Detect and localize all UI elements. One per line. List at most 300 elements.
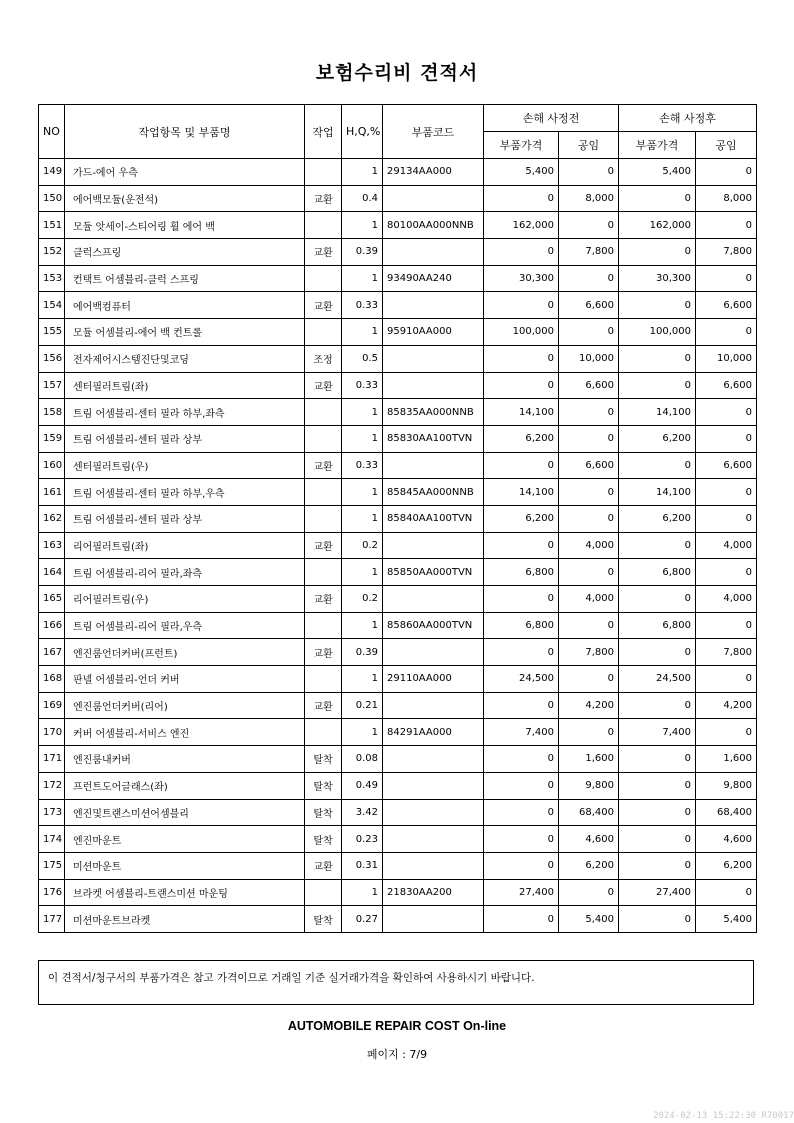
row-no: 151	[39, 212, 65, 239]
item-name: 트림 어셈블리-센터 필라 상부	[65, 425, 305, 452]
row-no: 156	[39, 345, 65, 372]
after-labor: 7,800	[696, 639, 757, 666]
hq-value: 0.33	[342, 372, 383, 399]
table-row	[39, 345, 757, 372]
after-labor: 0	[696, 559, 757, 586]
after-part-price: 0	[619, 292, 696, 319]
after-part-price: 6,200	[619, 425, 696, 452]
work-type: 탈착	[305, 906, 342, 933]
after-part-price: 0	[619, 746, 696, 773]
before-labor: 0	[559, 666, 619, 693]
item-name: 트림 어셈블리-센터 필라 하부,우측	[65, 479, 305, 506]
after-part-price: 0	[619, 852, 696, 879]
before-labor: 0	[559, 719, 619, 746]
hq-value: 1	[342, 319, 383, 346]
before-labor: 6,200	[559, 852, 619, 879]
part-code	[383, 826, 484, 853]
before-labor: 5,400	[559, 906, 619, 933]
item-name: 엔진룸언더커버(프런트)	[65, 639, 305, 666]
table-row	[39, 559, 757, 586]
item-name: 판넬 어셈블리-언더 커버	[65, 666, 305, 693]
row-no: 170	[39, 719, 65, 746]
before-labor: 9,800	[559, 772, 619, 799]
hq-value: 0.08	[342, 746, 383, 773]
before-part-price: 0	[484, 799, 559, 826]
table-row	[39, 639, 757, 666]
part-code	[383, 586, 484, 613]
part-code	[383, 292, 484, 319]
item-name: 에어백모듈(운전석)	[65, 185, 305, 212]
after-part-price: 6,200	[619, 505, 696, 532]
after-labor: 4,200	[696, 692, 757, 719]
row-no: 163	[39, 532, 65, 559]
hq-value: 1	[342, 666, 383, 693]
table-row	[39, 532, 757, 559]
after-part-price: 0	[619, 826, 696, 853]
after-labor: 0	[696, 479, 757, 506]
work-type	[305, 719, 342, 746]
hq-value: 0.33	[342, 292, 383, 319]
before-labor: 68,400	[559, 799, 619, 826]
before-part-price: 0	[484, 586, 559, 613]
hq-value: 1	[342, 479, 383, 506]
before-labor: 0	[559, 479, 619, 506]
before-labor: 6,600	[559, 292, 619, 319]
after-labor: 0	[696, 612, 757, 639]
item-name: 엔진및트랜스미션어셈블리	[65, 799, 305, 826]
part-code: 21830AA200	[383, 879, 484, 906]
header-before-labor: 공임	[559, 132, 619, 159]
table-header	[39, 105, 757, 159]
after-labor: 4,000	[696, 586, 757, 613]
item-name: 미션마운트	[65, 852, 305, 879]
after-labor: 6,600	[696, 292, 757, 319]
hq-value: 1	[342, 265, 383, 292]
header-hq: H,Q,%	[342, 105, 383, 159]
item-name: 트림 어셈블리-센터 필라 하부,좌측	[65, 399, 305, 426]
before-labor: 0	[559, 559, 619, 586]
before-part-price: 0	[484, 852, 559, 879]
before-labor: 0	[559, 319, 619, 346]
item-name: 엔진룸내커버	[65, 746, 305, 773]
after-labor: 1,600	[696, 746, 757, 773]
table-row	[39, 452, 757, 479]
after-labor: 0	[696, 719, 757, 746]
header-code: 부품코드	[383, 105, 484, 159]
row-no: 164	[39, 559, 65, 586]
after-labor: 0	[696, 425, 757, 452]
after-labor: 0	[696, 399, 757, 426]
part-code: 85845AA000NNB	[383, 479, 484, 506]
row-no: 173	[39, 799, 65, 826]
before-labor: 7,800	[559, 639, 619, 666]
after-labor: 9,800	[696, 772, 757, 799]
before-part-price: 0	[484, 239, 559, 266]
work-type	[305, 879, 342, 906]
item-name: 브라켓 어셈블리-트랜스미션 마운팅	[65, 879, 305, 906]
before-part-price: 30,300	[484, 265, 559, 292]
hq-value: 1	[342, 719, 383, 746]
row-no: 162	[39, 505, 65, 532]
work-type	[305, 319, 342, 346]
before-labor: 0	[559, 425, 619, 452]
item-name: 엔진룸언더커버(리어)	[65, 692, 305, 719]
after-labor: 68,400	[696, 799, 757, 826]
hq-value: 0.2	[342, 586, 383, 613]
item-name: 리어필러트림(우)	[65, 586, 305, 613]
part-code	[383, 772, 484, 799]
table-row	[39, 666, 757, 693]
after-labor: 4,600	[696, 826, 757, 853]
after-labor: 0	[696, 159, 757, 186]
part-code	[383, 532, 484, 559]
row-no: 157	[39, 372, 65, 399]
part-code	[383, 906, 484, 933]
work-type: 탈착	[305, 772, 342, 799]
table-row	[39, 772, 757, 799]
after-labor: 0	[696, 505, 757, 532]
part-code: 29110AA000	[383, 666, 484, 693]
hq-value: 0.2	[342, 532, 383, 559]
item-name: 리어필러트림(좌)	[65, 532, 305, 559]
row-no: 175	[39, 852, 65, 879]
part-code	[383, 345, 484, 372]
after-part-price: 100,000	[619, 319, 696, 346]
after-part-price: 0	[619, 772, 696, 799]
after-labor: 7,800	[696, 239, 757, 266]
part-code: 85835AA000NNB	[383, 399, 484, 426]
part-code: 85840AA100TVN	[383, 505, 484, 532]
after-part-price: 0	[619, 345, 696, 372]
work-type	[305, 399, 342, 426]
part-code: 84291AA000	[383, 719, 484, 746]
before-part-price: 6,200	[484, 425, 559, 452]
work-type	[305, 666, 342, 693]
table-row	[39, 159, 757, 186]
before-labor: 4,600	[559, 826, 619, 853]
before-part-price: 0	[484, 906, 559, 933]
after-part-price: 162,000	[619, 212, 696, 239]
part-code: 85850AA000TVN	[383, 559, 484, 586]
hq-value: 0.31	[342, 852, 383, 879]
part-code: 85860AA000TVN	[383, 612, 484, 639]
before-part-price: 100,000	[484, 319, 559, 346]
before-labor: 4,200	[559, 692, 619, 719]
row-no: 155	[39, 319, 65, 346]
item-name: 커버 어셈블리-서비스 엔진	[65, 719, 305, 746]
after-part-price: 0	[619, 372, 696, 399]
after-labor: 5,400	[696, 906, 757, 933]
after-part-price: 7,400	[619, 719, 696, 746]
row-no: 152	[39, 239, 65, 266]
table-row	[39, 746, 757, 773]
before-part-price: 0	[484, 185, 559, 212]
before-part-price: 0	[484, 452, 559, 479]
row-no: 158	[39, 399, 65, 426]
after-part-price: 0	[619, 239, 696, 266]
after-part-price: 14,100	[619, 479, 696, 506]
table-row	[39, 586, 757, 613]
part-code	[383, 452, 484, 479]
header-work: 작업	[305, 105, 342, 159]
before-part-price: 0	[484, 746, 559, 773]
part-code: 95910AA000	[383, 319, 484, 346]
work-type	[305, 479, 342, 506]
hq-value: 1	[342, 399, 383, 426]
table-row	[39, 239, 757, 266]
part-code: 85830AA100TVN	[383, 425, 484, 452]
before-labor: 7,800	[559, 239, 619, 266]
before-labor: 4,000	[559, 532, 619, 559]
before-labor: 0	[559, 212, 619, 239]
item-name: 클럭스프링	[65, 239, 305, 266]
before-labor: 4,000	[559, 586, 619, 613]
before-labor: 0	[559, 505, 619, 532]
hq-value: 3.42	[342, 799, 383, 826]
before-part-price: 14,100	[484, 479, 559, 506]
hq-value: 0.5	[342, 345, 383, 372]
before-part-price: 0	[484, 532, 559, 559]
table-row	[39, 292, 757, 319]
hq-value: 1	[342, 879, 383, 906]
before-labor: 0	[559, 159, 619, 186]
table-row	[39, 372, 757, 399]
header-after-labor: 공임	[696, 132, 757, 159]
row-no: 153	[39, 265, 65, 292]
work-type: 교환	[305, 452, 342, 479]
header-no: NO	[39, 105, 65, 159]
before-part-price: 24,500	[484, 666, 559, 693]
row-no: 167	[39, 639, 65, 666]
table-row	[39, 185, 757, 212]
price-notice: 이 견적서/청구서의 부품가격은 참고 가격이므로 거래일 기준 실거래가격을 확인하여 사용하시기 바랍니다.	[38, 960, 754, 1005]
after-part-price: 0	[619, 185, 696, 212]
document-title: 보험수리비 견적서	[315, 62, 479, 84]
table-row	[39, 826, 757, 853]
header-before: 손해 사정전	[484, 105, 619, 132]
row-no: 154	[39, 292, 65, 319]
work-type: 탈착	[305, 746, 342, 773]
item-name: 센터필러트림(우)	[65, 452, 305, 479]
after-labor: 6,600	[696, 452, 757, 479]
after-part-price: 5,400	[619, 159, 696, 186]
table-body	[39, 159, 757, 933]
before-labor: 0	[559, 399, 619, 426]
work-type	[305, 505, 342, 532]
after-part-price: 0	[619, 692, 696, 719]
part-code	[383, 639, 484, 666]
before-part-price: 5,400	[484, 159, 559, 186]
before-part-price: 6,200	[484, 505, 559, 532]
work-type	[305, 265, 342, 292]
hq-value: 1	[342, 425, 383, 452]
work-type: 교환	[305, 692, 342, 719]
item-name: 에어백컴퓨터	[65, 292, 305, 319]
before-part-price: 0	[484, 692, 559, 719]
hq-value: 0.39	[342, 239, 383, 266]
table-row	[39, 265, 757, 292]
before-labor: 0	[559, 879, 619, 906]
part-code: 80100AA000NNB	[383, 212, 484, 239]
before-part-price: 6,800	[484, 612, 559, 639]
row-no: 169	[39, 692, 65, 719]
hq-value: 0.21	[342, 692, 383, 719]
after-labor: 0	[696, 879, 757, 906]
row-no: 159	[39, 425, 65, 452]
part-code: 29134AA000	[383, 159, 484, 186]
work-type	[305, 612, 342, 639]
item-name: 트림 어셈블리-리어 필라,우측	[65, 612, 305, 639]
before-labor: 0	[559, 265, 619, 292]
before-part-price: 7,400	[484, 719, 559, 746]
hq-value: 0.49	[342, 772, 383, 799]
table-row	[39, 906, 757, 933]
work-type: 교환	[305, 639, 342, 666]
work-type: 교환	[305, 852, 342, 879]
hq-value: 1	[342, 159, 383, 186]
table-row	[39, 852, 757, 879]
part-code	[383, 692, 484, 719]
before-part-price: 6,800	[484, 559, 559, 586]
after-part-price: 0	[619, 639, 696, 666]
before-labor: 8,000	[559, 185, 619, 212]
part-code	[383, 372, 484, 399]
after-part-price: 0	[619, 452, 696, 479]
row-no: 171	[39, 746, 65, 773]
row-no: 149	[39, 159, 65, 186]
table-row	[39, 479, 757, 506]
table-row	[39, 799, 757, 826]
after-labor: 0	[696, 666, 757, 693]
after-labor: 0	[696, 212, 757, 239]
item-name: 프런트도어글래스(좌)	[65, 772, 305, 799]
work-type	[305, 212, 342, 239]
after-labor: 8,000	[696, 185, 757, 212]
part-code: 93490AA240	[383, 265, 484, 292]
work-type: 탈착	[305, 826, 342, 853]
before-part-price: 0	[484, 826, 559, 853]
table-row	[39, 319, 757, 346]
item-name: 모듈 앗세이-스티어링 휠 에어 백	[65, 212, 305, 239]
before-labor: 0	[559, 612, 619, 639]
before-labor: 1,600	[559, 746, 619, 773]
work-type	[305, 159, 342, 186]
before-part-price: 0	[484, 292, 559, 319]
hq-value: 0.4	[342, 185, 383, 212]
table-row	[39, 212, 757, 239]
item-name: 트림 어셈블리-센터 필라 상부	[65, 505, 305, 532]
work-type: 조정	[305, 345, 342, 372]
before-labor: 10,000	[559, 345, 619, 372]
header-after: 손해 사정후	[619, 105, 757, 132]
table-row	[39, 399, 757, 426]
work-type	[305, 425, 342, 452]
before-part-price: 162,000	[484, 212, 559, 239]
row-no: 165	[39, 586, 65, 613]
after-part-price: 14,100	[619, 399, 696, 426]
hq-value: 0.23	[342, 826, 383, 853]
print-timestamp: 2024-02-13 15:22:30 R70017	[653, 1111, 794, 1121]
table-row	[39, 692, 757, 719]
work-type: 교환	[305, 372, 342, 399]
row-no: 177	[39, 906, 65, 933]
hq-value: 1	[342, 505, 383, 532]
before-part-price: 14,100	[484, 399, 559, 426]
row-no: 176	[39, 879, 65, 906]
before-labor: 6,600	[559, 452, 619, 479]
table-row	[39, 425, 757, 452]
after-part-price: 30,300	[619, 265, 696, 292]
item-name: 모듈 어셈블리-에어 백 컨트롤	[65, 319, 305, 346]
work-type: 교환	[305, 586, 342, 613]
work-type: 교환	[305, 292, 342, 319]
row-no: 166	[39, 612, 65, 639]
item-name: 미션마운트브라켓	[65, 906, 305, 933]
before-part-price: 27,400	[484, 879, 559, 906]
row-no: 150	[39, 185, 65, 212]
hq-value: 0.39	[342, 639, 383, 666]
after-part-price: 0	[619, 586, 696, 613]
row-no: 161	[39, 479, 65, 506]
part-code	[383, 852, 484, 879]
work-type	[305, 559, 342, 586]
after-labor: 10,000	[696, 345, 757, 372]
part-code	[383, 799, 484, 826]
hq-value: 1	[342, 559, 383, 586]
after-labor: 6,600	[696, 372, 757, 399]
after-part-price: 0	[619, 799, 696, 826]
hq-value: 0.27	[342, 906, 383, 933]
work-type: 탈착	[305, 799, 342, 826]
item-name: 가드-에어 우측	[65, 159, 305, 186]
row-no: 172	[39, 772, 65, 799]
footer-brand: AUTOMOBILE REPAIR COST On-line	[287, 1019, 507, 1033]
part-code	[383, 746, 484, 773]
item-name: 컨택트 어셈블리-클럭 스프링	[65, 265, 305, 292]
table-row	[39, 612, 757, 639]
header-before-part-price: 부품가격	[484, 132, 559, 159]
item-name: 센터필러트림(좌)	[65, 372, 305, 399]
after-part-price: 6,800	[619, 559, 696, 586]
before-part-price: 0	[484, 345, 559, 372]
item-name: 전자제어시스템진단및코딩	[65, 345, 305, 372]
after-part-price: 0	[619, 906, 696, 933]
item-name: 트림 어셈블리-리어 필라,좌측	[65, 559, 305, 586]
table-row	[39, 879, 757, 906]
estimate-table	[38, 104, 757, 933]
table-row	[39, 505, 757, 532]
work-type: 교환	[305, 185, 342, 212]
part-code	[383, 239, 484, 266]
after-part-price: 0	[619, 532, 696, 559]
hq-value: 1	[342, 612, 383, 639]
item-name: 엔진마운트	[65, 826, 305, 853]
header-item: 작업항목 및 부품명	[65, 105, 305, 159]
before-part-price: 0	[484, 372, 559, 399]
page-number: 페이지 : 7/9	[366, 1048, 428, 1061]
before-part-price: 0	[484, 639, 559, 666]
after-labor: 4,000	[696, 532, 757, 559]
work-type: 교환	[305, 239, 342, 266]
work-type: 교환	[305, 532, 342, 559]
before-labor: 6,600	[559, 372, 619, 399]
part-code	[383, 185, 484, 212]
after-part-price: 27,400	[619, 879, 696, 906]
after-part-price: 24,500	[619, 666, 696, 693]
after-labor: 0	[696, 265, 757, 292]
table-row	[39, 719, 757, 746]
after-labor: 6,200	[696, 852, 757, 879]
